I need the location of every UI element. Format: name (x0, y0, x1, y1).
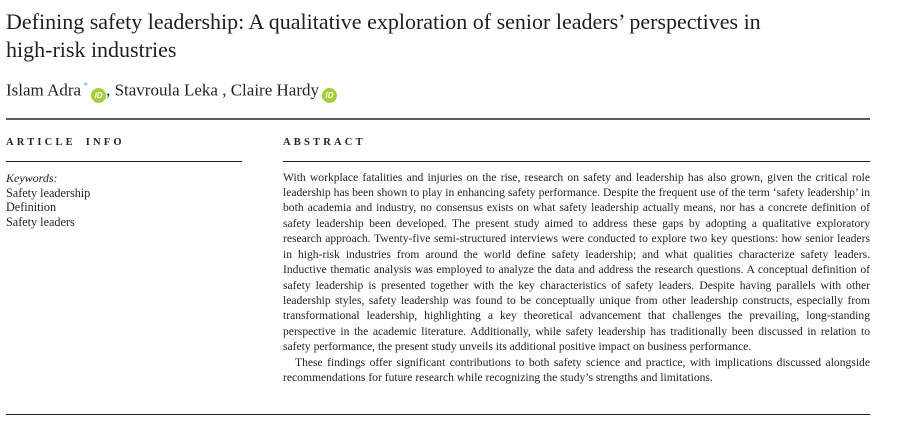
abstract-paragraph: These findings offer significant contributions to both safety science and practice, with implications discussed alongside recommendations for future research while recognizing the study’s strengths and limitations. (283, 355, 870, 384)
orcid-icon-label: iD (325, 90, 334, 100)
keyword-item: Safety leaders (6, 215, 75, 230)
author-line (6, 76, 870, 103)
abstract-heading: ABSTRACT (283, 136, 366, 148)
abstract-paragraph: With workplace fatalities and injuries on the rise, research on safety and leadership has also grown, given the critical role leadership has been shown to play in enhancing safety performance. Despite the frequent use of the term ‘safety leadership’ in both academia and industry, no consensus exists on what safety leadership actually means, nor has a concrete definition of safety leadership been developed. The present study aimed to address these gaps by adopting a qualitative exploratory research approach. Twenty-five semi-structured interviews were conducted to explore two key questions: how senior leaders in high-risk industries from around the world define safety leadership; and what qualities characterize safety leaders. Inductive thematic analysis was employed to analyze the data and address the research questions. A conceptual definition of safety leadership is presented together with the key characteristics of safety leaders. Despite having parallels with other leadership styles, safety leadership was found to be conceptually unique from other leadership constructs, especially from transformational leadership, highlighting a key theoretical advancement that challenges the prevailing, long-standing perspective in the academic literature. Additionally, while safety leadership has traditionally been discussed in relation to safety performance, the present study unveils its additional positive impact on business performance. (283, 170, 870, 354)
author-separator: , (217, 80, 231, 100)
author-name: Stavroula Leka (114, 80, 218, 100)
top-rule (6, 118, 870, 120)
bottom-rule (6, 414, 870, 415)
orcid-icon[interactable] (91, 88, 106, 103)
author-name: Claire Hardy (230, 80, 319, 100)
abstract-rule (283, 161, 870, 162)
page-title: Defining safety leadership: A qualitative exploration of senior leaders’ perspectives in high-risk industries (6, 9, 761, 62)
abstract-column (283, 137, 870, 386)
article-info-heading: ARTICLE INFO (6, 136, 125, 148)
orcid-icon[interactable] (322, 88, 337, 103)
article-columns (6, 137, 870, 386)
corresponding-author-asterisk[interactable]: * (83, 81, 89, 92)
author-separator: , (106, 80, 115, 100)
keyword-item: Definition (6, 200, 57, 215)
keywords-label: Keywords: (6, 170, 58, 185)
article-info-column (6, 137, 242, 386)
author-name: Islam Adra (6, 80, 82, 100)
keyword-item: Safety leadership (6, 185, 91, 200)
orcid-icon-label: iD (94, 90, 103, 100)
article-info-rule (6, 161, 242, 162)
